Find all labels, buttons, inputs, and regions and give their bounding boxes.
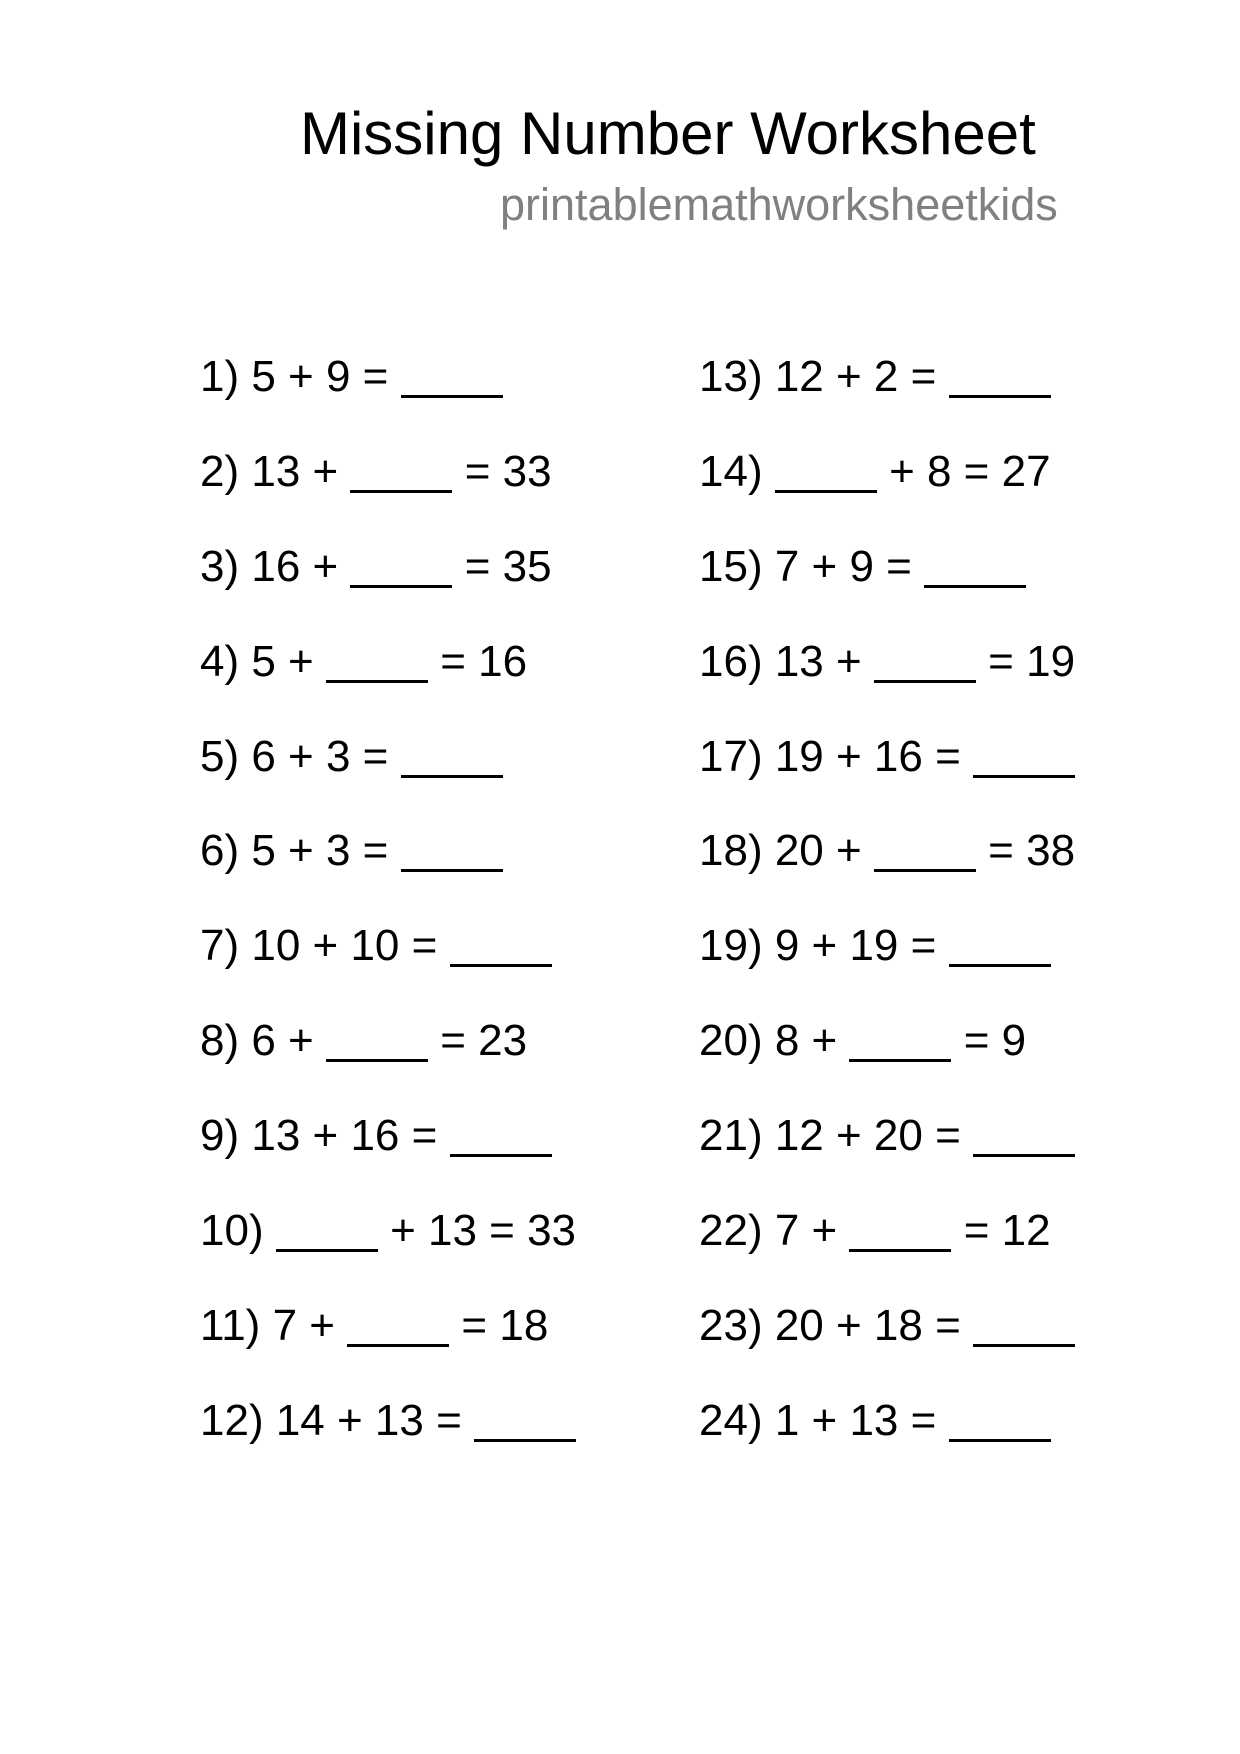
equation-text: 20 + 18 =: [774, 1300, 961, 1350]
answer-blank[interactable]: [350, 490, 452, 493]
equation-text: 7 +: [774, 1206, 838, 1256]
answer-blank[interactable]: [973, 1154, 1075, 1157]
equation-text: 20 +: [774, 826, 862, 876]
equation-text: + 13 = 33: [390, 1206, 577, 1256]
problem-6: [200, 826, 576, 924]
problem-number: 24): [699, 1395, 763, 1445]
answer-blank[interactable]: [401, 395, 503, 398]
problem-9: [200, 1111, 576, 1209]
problem-7: [200, 921, 576, 1019]
problem-2: [200, 446, 576, 545]
problem-12: [200, 1395, 576, 1494]
problem-number: 17): [699, 731, 763, 781]
equation-text: 7 + 9 =: [774, 541, 912, 591]
problem-17: [699, 731, 1075, 830]
problem-number: 4): [200, 636, 240, 686]
equation-text: = 18: [461, 1300, 549, 1350]
problem-number: 15): [699, 541, 763, 591]
equation-text: + 8 = 27: [889, 446, 1051, 496]
problem-number: 7): [200, 921, 240, 971]
problem-19: [699, 921, 1075, 1019]
problem-1: [200, 352, 576, 450]
answer-blank[interactable]: [973, 1344, 1075, 1347]
problem-22: [699, 1206, 1075, 1304]
equation-text: = 16: [440, 636, 528, 686]
problem-number: 22): [699, 1206, 763, 1256]
problem-number: 1): [200, 352, 240, 401]
problem-11: [200, 1300, 576, 1399]
answer-blank[interactable]: [874, 680, 976, 683]
problem-23: [699, 1300, 1075, 1399]
problem-16: [699, 636, 1076, 735]
answer-blank[interactable]: [450, 964, 552, 967]
problem-5: [200, 731, 576, 830]
answer-blank[interactable]: [949, 1439, 1051, 1442]
equation-text: 6 +: [251, 1016, 314, 1066]
problem-number: 9): [200, 1111, 240, 1161]
answer-blank[interactable]: [326, 680, 428, 683]
problem-number: 20): [699, 1016, 763, 1066]
problem-3: [200, 541, 576, 640]
problem-number: 23): [699, 1300, 763, 1350]
problem-number: 8): [200, 1016, 240, 1066]
problem-18: [699, 826, 1076, 924]
answer-blank[interactable]: [401, 869, 503, 872]
equation-text: 13 +: [774, 636, 862, 686]
problem-14: [699, 446, 1075, 545]
problem-number: 19): [699, 921, 763, 971]
problem-number: 18): [699, 826, 763, 876]
equation-text: = 9: [963, 1016, 1027, 1066]
problem-15: [699, 541, 1075, 640]
answer-blank[interactable]: [350, 585, 452, 588]
problem-number: 6): [200, 826, 240, 876]
problem-13: [699, 352, 1075, 450]
equation-text: 9 + 19 =: [774, 921, 937, 971]
problem-number: 11): [200, 1300, 261, 1350]
equation-text: 16 +: [251, 541, 339, 591]
problem-4: [200, 636, 576, 735]
problem-number: 16): [699, 636, 763, 686]
equation-text: 13 + 16 =: [251, 1111, 438, 1161]
answer-blank[interactable]: [949, 395, 1051, 398]
equation-text: = 23: [440, 1016, 528, 1066]
equation-text: = 19: [988, 636, 1076, 686]
equation-text: 10 + 10 =: [251, 921, 438, 971]
worksheet-source: printablemathworksheetkids: [500, 179, 1058, 230]
problem-number: 13): [699, 352, 763, 401]
answer-blank[interactable]: [474, 1439, 576, 1442]
equation-text: 5 + 9 =: [251, 352, 389, 401]
answer-blank[interactable]: [775, 490, 877, 493]
equation-text: = 38: [988, 826, 1076, 876]
answer-blank[interactable]: [949, 964, 1051, 967]
problem-24: [699, 1395, 1075, 1494]
equation-text: 6 + 3 =: [251, 731, 389, 781]
answer-blank[interactable]: [849, 1249, 951, 1252]
equation-text: 8 +: [774, 1016, 838, 1066]
problem-number: 10): [200, 1206, 264, 1256]
problem-20: [699, 1016, 1075, 1114]
equation-text: = 33: [464, 446, 552, 496]
answer-blank[interactable]: [276, 1249, 378, 1252]
answer-blank[interactable]: [973, 775, 1075, 778]
problem-number: 3): [200, 541, 240, 591]
equation-text: 14 + 13 =: [275, 1395, 462, 1445]
problem-21: [699, 1111, 1075, 1209]
equation-text: = 12: [963, 1206, 1051, 1256]
equation-text: 19 + 16 =: [774, 731, 961, 781]
problem-10: [200, 1206, 577, 1304]
answer-blank[interactable]: [450, 1154, 552, 1157]
equation-text: 7 +: [272, 1300, 335, 1350]
worksheet-title: Missing Number Worksheet: [300, 100, 1036, 167]
answer-blank[interactable]: [326, 1059, 428, 1062]
equation-text: 5 +: [251, 636, 314, 686]
problem-number: 5): [200, 731, 240, 781]
equation-text: 12 + 2 =: [774, 352, 937, 401]
answer-blank[interactable]: [401, 775, 503, 778]
answer-blank[interactable]: [849, 1059, 951, 1062]
problems-column-right: [699, 352, 1076, 1494]
problems-column-left: [200, 352, 577, 1494]
problem-number: 2): [200, 446, 240, 496]
equation-text: 13 +: [251, 446, 339, 496]
problem-number: 12): [200, 1395, 264, 1445]
equation-text: 1 + 13 =: [774, 1395, 937, 1445]
answer-blank[interactable]: [924, 585, 1026, 588]
problem-number: 21): [699, 1111, 763, 1161]
answer-blank[interactable]: [347, 1344, 449, 1347]
equation-text: 5 + 3 =: [251, 826, 389, 876]
problem-8: [200, 1016, 576, 1114]
equation-text: 12 + 20 =: [774, 1111, 961, 1161]
problem-number: 14): [699, 446, 763, 496]
equation-text: = 35: [464, 541, 552, 591]
answer-blank[interactable]: [874, 869, 976, 872]
